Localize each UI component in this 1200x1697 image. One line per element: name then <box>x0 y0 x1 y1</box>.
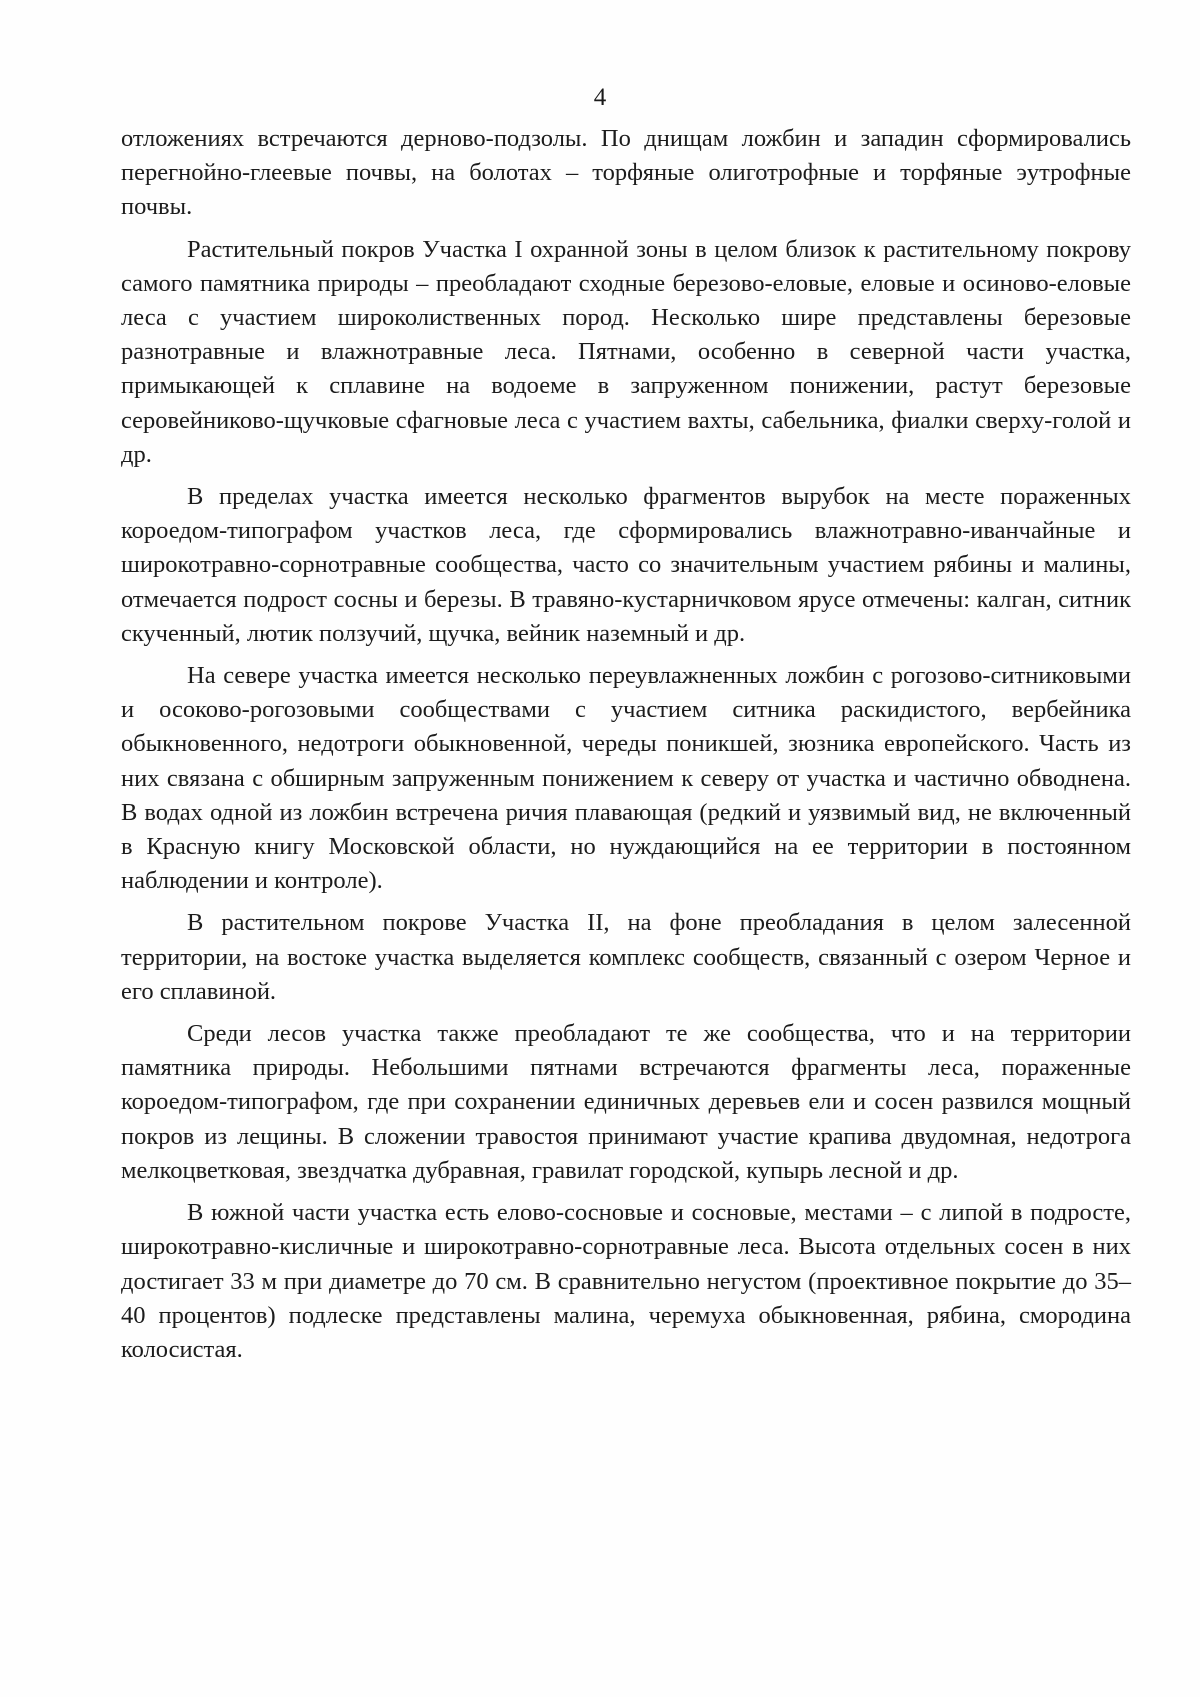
page-number: 4 <box>593 84 607 111</box>
paragraph-north-hollows: На севере участка имеется несколько переувлажненных ложбин с рогозово-ситниковыми и осоково-рогозовыми сообществами с участием ситника раскидистого, вербейника обыкновенного, недотроги обыкновенной, череды поникшей, зюзника европейского. Часть из них связана с обширным запруженным понижением к северу от участка и частично обводнена. В водах одной из ложбин встречена ричия плавающая (редкий и уязвимый вид, не включенный в Красную книгу Московской области, но нуждающийся на ее территории в постоянном наблюдении и контроле). <box>121 662 1131 895</box>
paragraph-area-1-vegetation: Растительный покров Участка I охранной зоны в целом близок к растительному покрову самого памятника природы – преобладают сходные березово-еловые, еловые и осиново-еловые леса с участием широколиственных пород. Несколько шире представлены березовые разнотравные и влажнотравные леса. Пятнами, особенно в северной части участка, примыкающей к сплавине на водоеме в запруженном понижении, растут березовые серовейниково-щучковые сфагновые леса с участием вахты, сабельника, фиалки сверху-голой и др. <box>121 235 1131 468</box>
document-body <box>121 122 1131 1375</box>
paragraph-clearings: В пределах участка имеется несколько фрагментов вырубок на месте пораженных короедом-типографом участков леса, где сформировались влажнотравно-иванчайные и широкотравно-сорнотравные сообщества, часто со значительным участием рябины и малины, отмечается подрост сосны и березы. В травяно-кустарничковом ярусе отмечены: калган, ситник скученный, лютик ползучий, щучка, вейник наземный и др. <box>121 483 1131 647</box>
paragraph-area-2-vegetation: В растительном покрове Участка II, на фоне преобладания в целом залесенной территории, на востоке участка выделяется комплекс сообществ, связанный с озером Черное и его сплавиной. <box>121 909 1131 1005</box>
paragraph-forests: Среди лесов участка также преобладают те же сообщества, что и на территории памятника природы. Небольшими пятнами встречаются фрагменты леса, пораженные короедом-типографом, где при сохранении единичных деревьев ели и сосен развился мощный покров из лещины. В сложении травостоя принимают участие крапива двудомная, недотрога мелкоцветковая, звездчатка дубравная, гравилат городской, купырь лесной и др. <box>121 1020 1131 1184</box>
paragraph-soils-continued: отложениях встречаются дерново-подзолы. По днищам ложбин и западин сформировались перегнойно-глеевые почвы, на болотах – торфяные олиготрофные и торфяные эутрофные почвы. <box>121 125 1131 221</box>
paragraph-south-part: В южной части участка есть елово-сосновые и сосновые, местами – с липой в подросте, широкотравно-кисличные и широкотравно-сорнотравные леса. Высота отдельных сосен в них достигает 33 м при диаметре до 70 см. В сравнительно негустом (проективное покрытие до 35–40 процентов) подлеске представлены малина, черемуха обыкновенная, рябина, смородина колосистая. <box>121 1199 1131 1363</box>
